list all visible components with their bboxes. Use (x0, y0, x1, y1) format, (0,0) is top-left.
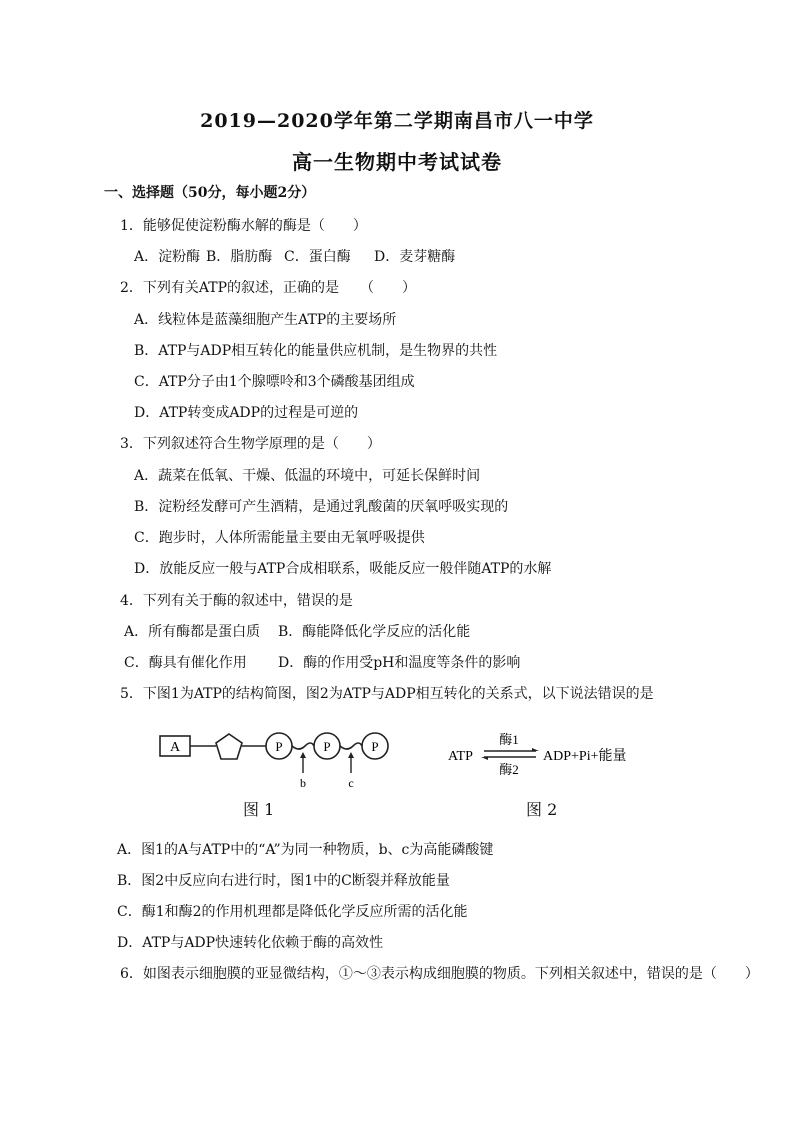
atp-structure-diagram (158, 725, 393, 795)
figure-2-caption: 图 2 (526, 800, 558, 819)
exam-title: 2019—2020学年第二学期南昌市八一中学 (200, 110, 594, 132)
question-3-option-d: D．放能反应一般与ATP合成相联系，吸能反应一般伴随ATP的水解 (134, 561, 552, 577)
forward-arrow-head (532, 748, 539, 751)
question-2-stem: 2．下列有关ATP的叙述，正确的是 （ ） (120, 280, 417, 296)
option-a: A．所有酶都是蛋白质 (124, 624, 261, 640)
option-a: A．淀粉酶 (134, 249, 201, 265)
question-2-option-d: D．ATP转变成ADP的过程是可逆的 (134, 405, 359, 421)
section-heading: 一、选择题（50分，每小题2分） (104, 185, 316, 201)
arrow-b-head (300, 752, 306, 758)
option-b: B．酶能降低化学反应的活化能 (278, 624, 471, 640)
option-d: D．酶的作用受pH和温度等条件的影响 (278, 655, 521, 671)
arrow-c-head (348, 752, 354, 758)
high-energy-bond-b (292, 743, 314, 749)
question-4-stem: 4．下列有关于酶的叙述中，错误的是 (120, 593, 353, 609)
enzyme-1-label: 酶1 (499, 732, 519, 747)
option-c: C．蛋白酶 (284, 249, 351, 265)
figure-1-atp-structure (158, 725, 393, 795)
atp-adp-equation-diagram (448, 730, 627, 778)
arrow-b-label: b (300, 776, 306, 790)
adenine-label: A (169, 740, 181, 755)
question-3-option-c: C．跑步时，人体所需能量主要由无氧呼吸提供 (134, 530, 425, 546)
figure-1-caption: 图 1 (243, 800, 275, 819)
question-2-option-a: A．线粒体是蓝藻细胞产生ATP的主要场所 (134, 312, 397, 328)
high-energy-bond-c (340, 743, 362, 749)
phosphate-label: P (323, 739, 331, 754)
question-3-option-a: A．蔬菜在低氧、干燥、低温的环境中，可延长保鲜时间 (134, 468, 481, 484)
phosphate-label: P (371, 739, 379, 754)
arrow-c-label: c (348, 776, 354, 790)
question-5-option-b: B．图2中反应向右进行时，图1中的C断裂并释放能量 (117, 873, 450, 889)
option-b: B．脂肪酶 (206, 249, 273, 265)
question-3-stem: 3．下列叙述符合生物学原理的是（ ） (120, 436, 381, 452)
reverse-arrow-head (481, 757, 488, 760)
figure-2-atp-adp-equation (448, 730, 627, 778)
option-d: D．麦芽糖酶 (374, 249, 456, 265)
phosphate-label: P (275, 739, 283, 754)
question-3-option-b: B．淀粉经发酵可产生酒精，是通过乳酸菌的厌氧呼吸实现的 (134, 499, 509, 515)
question-5-option-a: A．图1的A与ATP中的“A”为同一种物质，b、c为高能磷酸键 (117, 842, 494, 858)
question-2-option-b: B．ATP与ADP相互转化的能量供应机制，是生物界的共性 (134, 343, 498, 359)
option-c: C．酶具有催化作用 (124, 655, 247, 671)
question-2-option-c: C．ATP分子由1个腺嘌呤和3个磷酸基团组成 (134, 374, 415, 390)
question-5-option-c: C．酶1和酶2的作用机理都是降低化学反应所需的活化能 (117, 904, 468, 920)
exam-subtitle: 高一生物期中考试试卷 (292, 150, 502, 174)
question-5-stem: 5．下图1为ATP的结构简图，图2为ATP与ADP相互转化的关系式，以下说法错误的是 (120, 686, 654, 702)
question-1-stem: 1．能够促使淀粉酶水解的酶是（ ） (120, 218, 367, 234)
equation-right: ADP+Pi+能量 (543, 749, 627, 764)
ribose-pentagon (216, 734, 242, 759)
question-6-stem: 6．如图表示细胞膜的亚显微结构，①～③表示构成细胞膜的物质。下列相关叙述中，错误的是（ ） (120, 966, 759, 982)
enzyme-2-label: 酶2 (499, 762, 519, 777)
question-5-option-d: D．ATP与ADP快速转化依赖于酶的高效性 (117, 935, 384, 951)
equation-left: ATP (448, 749, 473, 764)
